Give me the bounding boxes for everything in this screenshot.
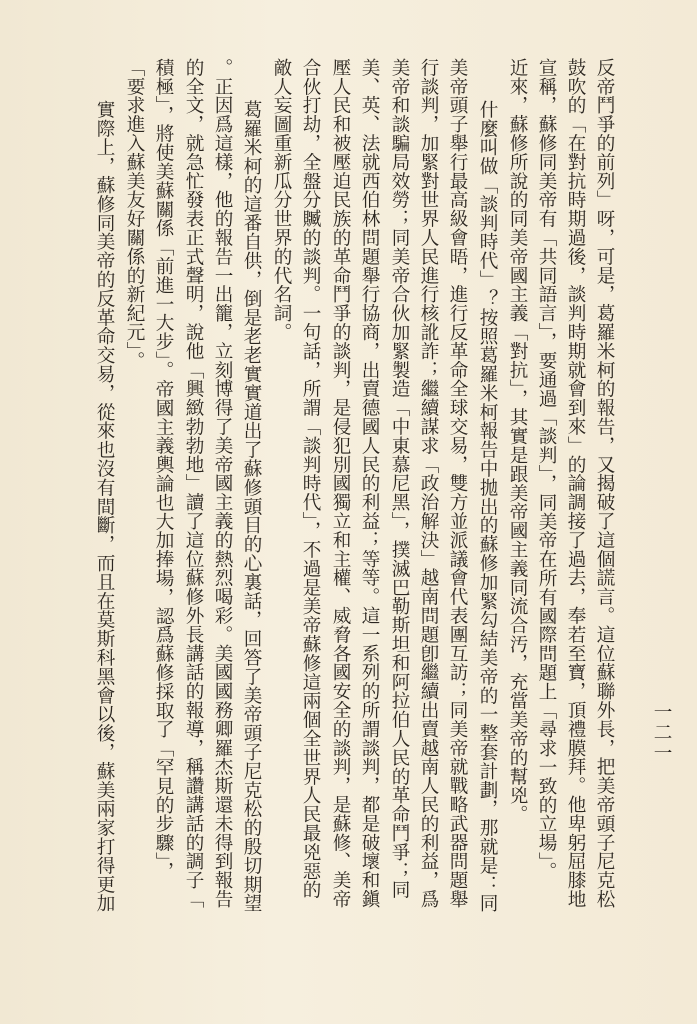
- text-column-9: 美、英、法就西伯林問題舉行協商，出賣德國人民的利益；等等。這一系列的所謂談判，都是破壞和鎭: [359, 58, 380, 909]
- text-column-12: 敵人妄圖重新瓜分世界的代名詞。: [271, 58, 292, 342]
- text-column-1: 反帝鬥爭的前列」呀，可是，葛羅米柯的報告，又揭破了這個謊言。這位蘇聯外長，把美帝頭子尼克松: [594, 58, 615, 909]
- text-column-3: 宣稱，蘇修同美帝有「共同語言」，要通過「談判」，同美帝在所有國際問題上「尋求一致的立場」。: [536, 58, 557, 881]
- text-column-6: 美帝頭子舉行最高級會晤，進行反革命全球交易，雙方並派議會代表團互訪；同美帝就戰略武器問題舉: [447, 58, 468, 909]
- text-column-8: 美帝和談騙局效勞；同美帝合伙加緊製造「中東慕尼黑」，撲滅巴勒斯坦和阿拉伯人民的革命鬥爭；同: [389, 58, 410, 900]
- text-column-14: 。正因爲這樣，他的報告一出籠，立刻博得了美帝國主義的熱烈喝彩。美國國務卿羅杰斯還未得到報告: [212, 58, 233, 909]
- page-number: 一二一: [651, 702, 672, 764]
- text-column-17: 「要求進入蘇美友好關係的新紀元」。: [124, 58, 145, 370]
- text-column-4: 近來，蘇修所說的同美帝國主義「對抗」，其實是跟美帝國主義同流合汚，充當美帝的幫兇。: [507, 58, 528, 824]
- text-column-7: 行談判，加緊對世界人民進行核訛詐；繼續謀求「政治解決」越南問題卽繼續出賣越南人民的利益，爲: [418, 58, 439, 909]
- text-column-5: 什麼叫做「談判時代」？按照葛羅米柯報告中拋出的蘇修加緊勾結美帝的一整套計劃，那就是：同: [477, 100, 498, 913]
- text-column-18: 實際上，蘇修同美帝的反革命交易，從來也沒有間斷，而且在莫斯科黑會以後，蘇美兩家打得更加: [94, 100, 115, 913]
- text-column-10: 壓人民和被壓迫民族的革命鬥爭的談判，是侵犯別國獨立和主權、威脅各國安全的談判，是蘇修、美帝: [330, 58, 351, 909]
- text-column-11: 合伙打劫，全盤分贓的談判。一句話，所謂「談判時代」，不過是美帝蘇修這兩個全世界人民最兇惡的: [300, 58, 321, 900]
- text-column-13: 葛羅米柯的這番自供，倒是老老實實道出了蘇修頭目的心裏話，回答了美帝頭子尼克松的殷切期望: [241, 100, 262, 913]
- text-column-15: 的全文，就急忙發表正式聲明，說他「興緻勃勃地」讀了這位蘇修外長講話的報導，稱讚講話的調子「: [183, 58, 204, 909]
- text-column-2: 鼓吹的「在對抗時期過後，談判時期就會到來」的論調接了過去，奉若至寶，頂禮膜拜。他卑躬屈膝地: [565, 58, 586, 909]
- text-column-16: 積極」，將使美蘇關係「前進一大步」。帝國主義輿論也大加捧場，認爲蘇修採取了「罕見的步驟」，: [153, 58, 174, 881]
